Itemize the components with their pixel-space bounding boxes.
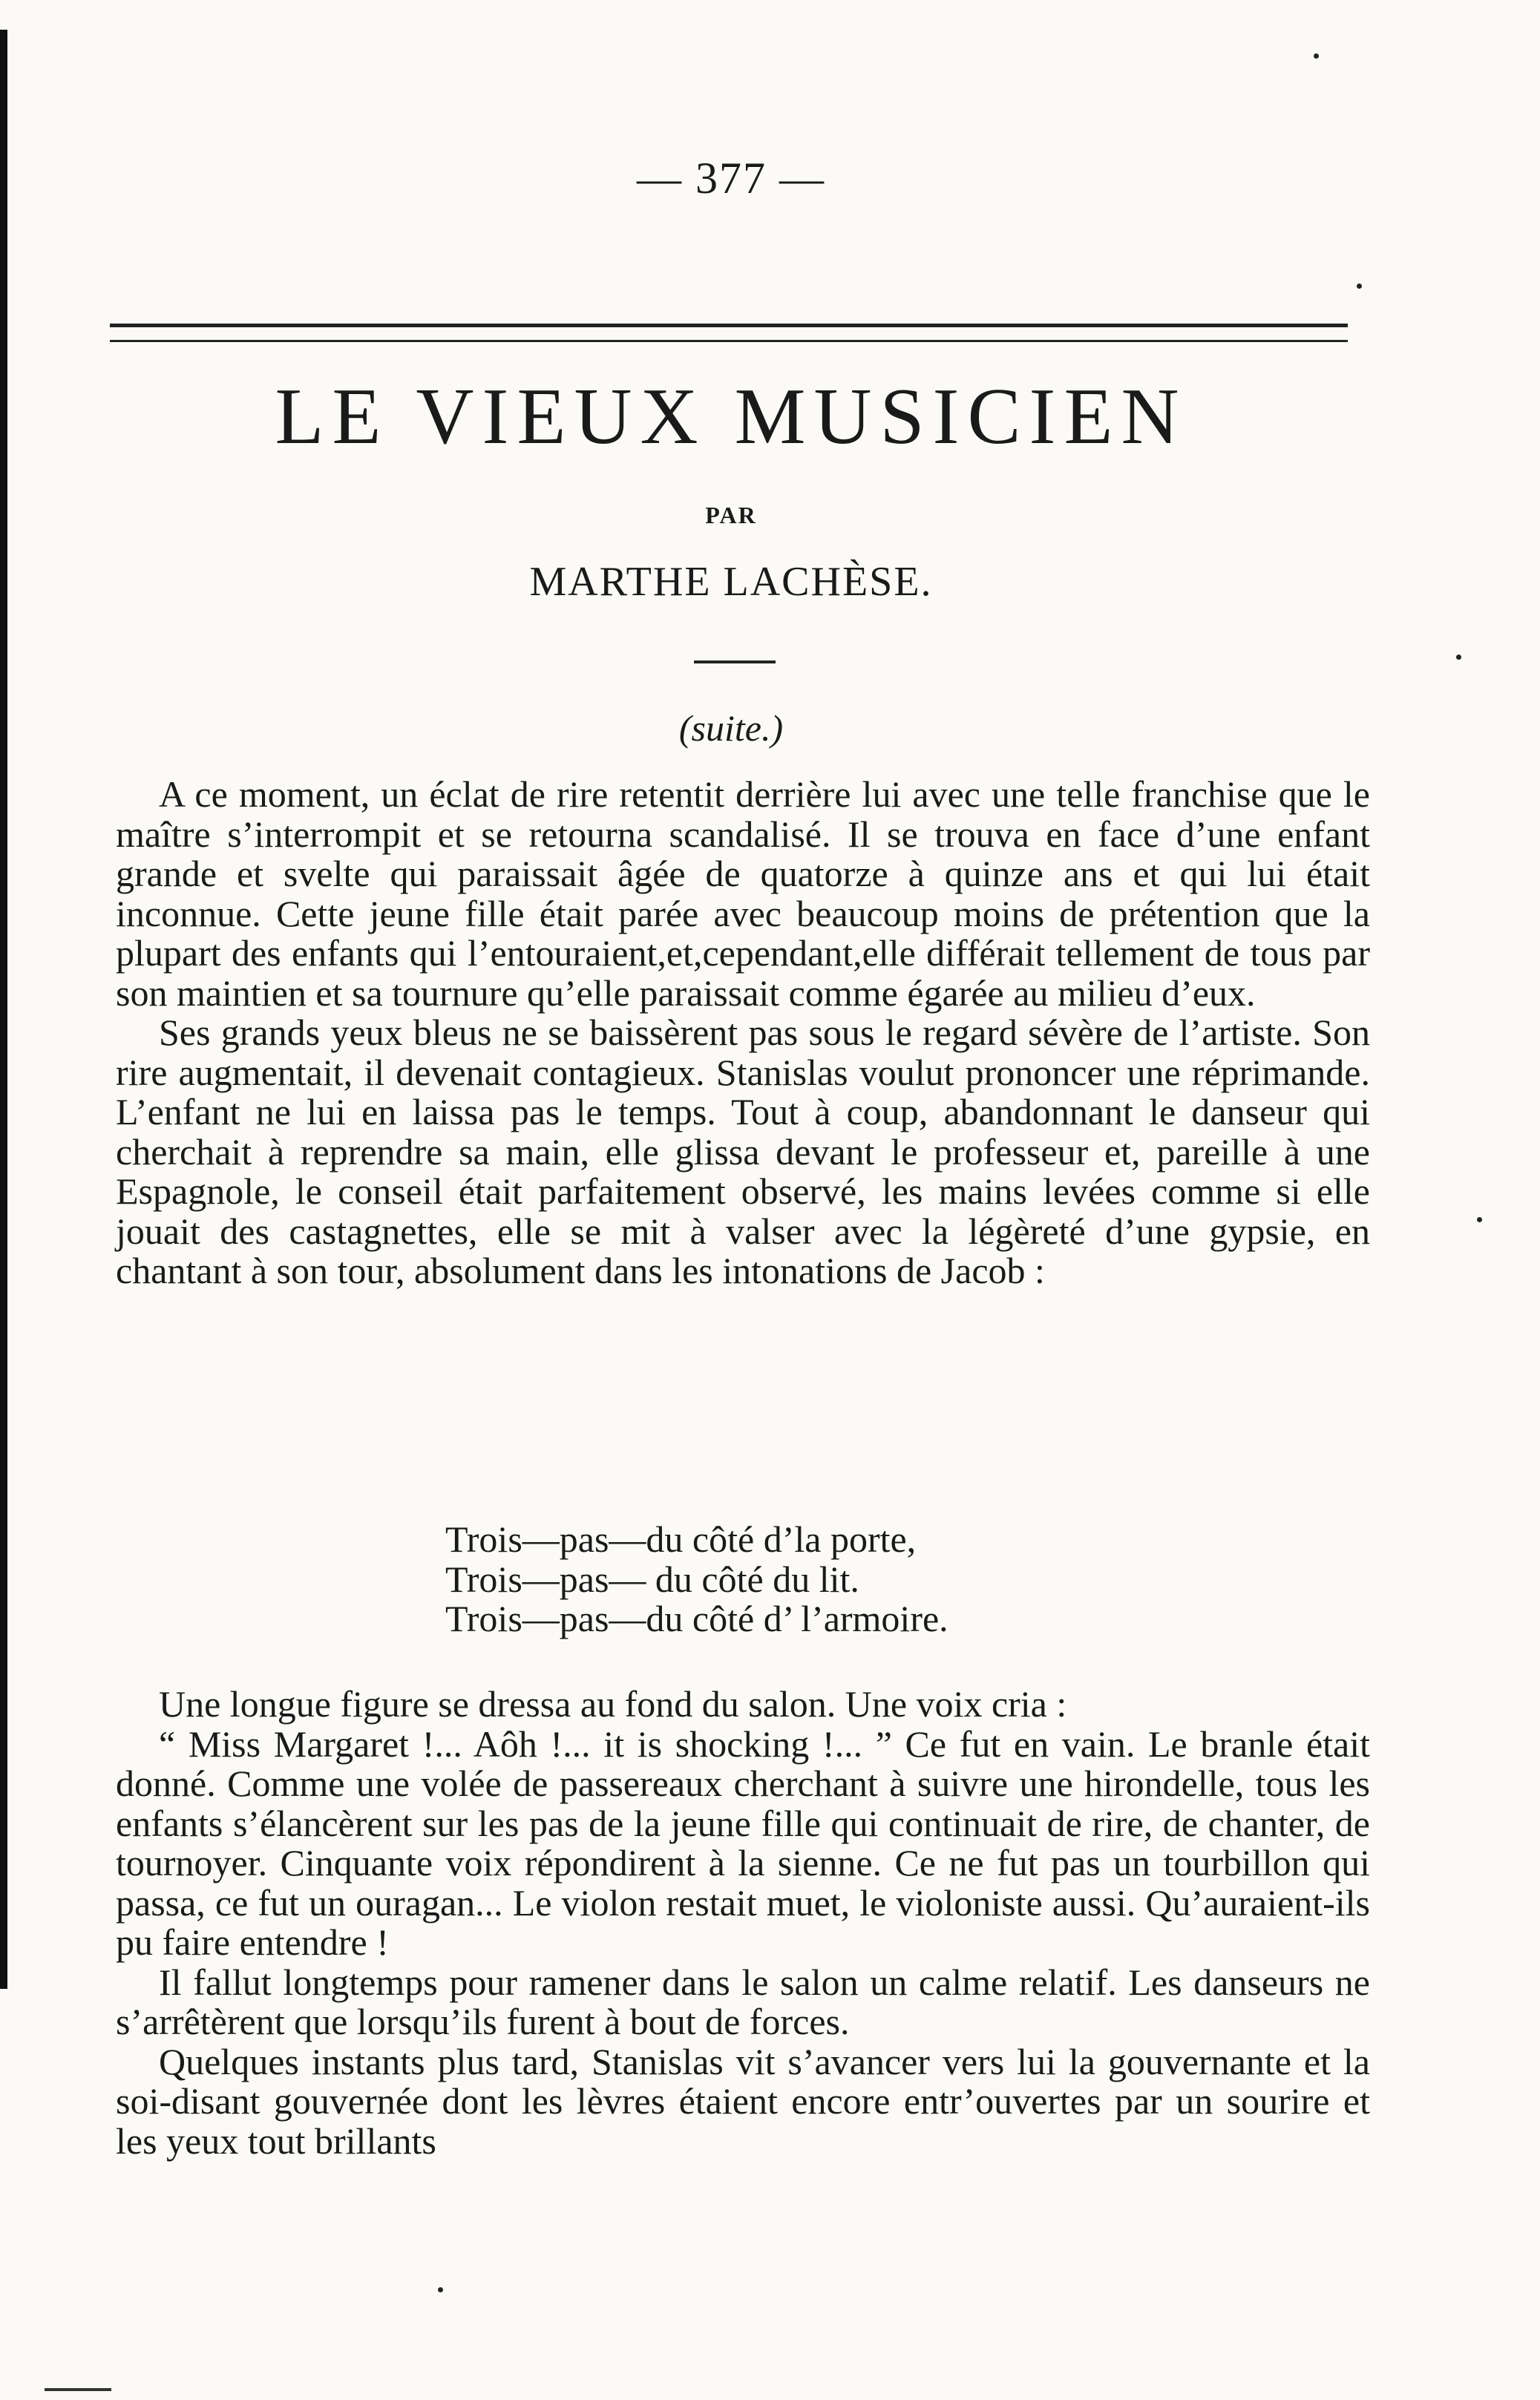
ink-speck [1314,53,1319,59]
paragraph: “ Miss Margaret !... Aôh !... it is shocking !... ” Ce fut en vain. Le branle était donné. Comme une volée de passereaux cherchant à suivre une hirondelle, tous les enfants s’élancèrent sur les pas de la jeune fille qui continuait de rire, de chanter, de tournoyer. Cinquante voix répondirent à la sienne. Ce ne fut pas un tourbillon qui passa, ce fut un ouragan... Le violon restait muet, le violoniste aussi. Qu’auraient-ils pu faire entendre ! [116,1722,1370,1963]
ink-speck [438,2287,443,2292]
paragraph: Une longue figure se dressa au fond du salon. Une voix cria : [159,1683,1067,1725]
ink-speck [1357,283,1362,289]
page-edge-shadow [0,30,7,1989]
header-rule-thick [110,324,1348,327]
verse-line: Trois—pas— du côté du lit. [445,1558,859,1600]
song-verse [445,1520,948,1639]
body-text-top [116,775,1370,1291]
continued-label: (suite.) [678,707,784,749]
byline-label: PAR [705,502,757,528]
ink-speck [1477,1217,1482,1222]
verse-line: Trois—pas—du côté d’la porte, [445,1518,917,1560]
article-title: LE VIEUX MUSICIEN [275,373,1187,461]
paragraph: A ce moment, un éclat de rire retentit derrière lui avec une telle franchise que le maître s’interrompit et se retourna scandalisé. Il se trouva en face d’une enfant grande et svelte qui paraissait âgée de quatorze à quinze ans et qui lui était inconnue. Cette jeune fille était parée avec beaucoup moins de prétention que la plupart des enfants qui l’entouraient,et,cependant,elle différait tellement de tous par son maintien et sa tournure qu’elle paraissait comme égarée au milieu d’eux. [116,773,1370,1014]
paragraph: Quelques instants plus tard, Stanislas vit s’avancer vers lui la gouvernante et la soi-disant gouvernée dont les lèvres étaient encore entr’ouvertes par un sourire et les yeux tout brillants [116,2040,1370,2162]
header-rule-thin [110,340,1348,342]
paragraph: Il fallut longtemps pour ramener dans le salon un calme relatif. Les danseurs ne s’arrêtèrent que lorsqu’ils furent à bout de forces. [116,1961,1370,2042]
verse-line: Trois—pas—du côté d’ l’armoire. [445,1598,948,1639]
body-text-bottom [116,1685,1370,2161]
page-number: — 377 — [637,154,825,203]
section-divider [694,660,776,663]
page-edge-mark [45,2388,111,2391]
paragraph: Ses grands yeux bleus ne se baissèrent pas sous le regard sévère de l’artiste. Son rire augmentait, il devenait contagieux. Stanislas voulut prononcer une réprimande. L’enfant ne lui en laissa pas le temps. Tout à coup, abandonnant le danseur qui cherchait à reprendre sa main, elle glissa devant le professeur et, pareille à une Espagnole, le conseil était parfaitement observé, les mains levées comme si elle jouait des castagnettes, elle se mit à valser avec la légèreté d’une gypsie, en chantant à son tour, absolument dans les intonations de Jacob : [116,1012,1370,1291]
ink-speck [1456,655,1461,660]
author-name: MARTHE LACHÈSE. [529,559,933,605]
